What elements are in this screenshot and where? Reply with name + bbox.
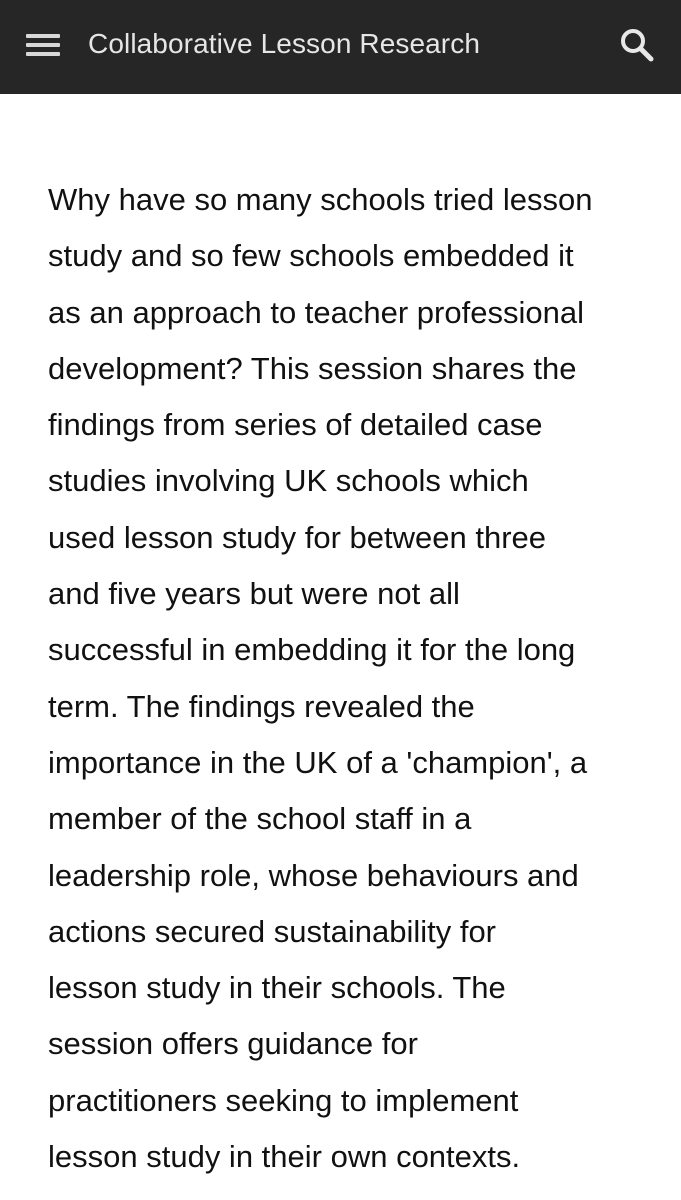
hamburger-menu-icon[interactable] [26, 32, 62, 58]
search-icon[interactable] [616, 24, 658, 66]
menu-line [26, 34, 60, 38]
menu-line [26, 52, 60, 56]
menu-line [26, 43, 60, 47]
site-title[interactable]: Collaborative Lesson Research [88, 28, 481, 59]
main-content [48, 172, 648, 1185]
top-app-bar [0, 0, 681, 94]
session-description: Why have so many schools tried lesson study and so few schools embedded it as an approach to teacher professional development? This session shares the findings from series of detailed case studies involving UK schools which used lesson study for between three and five years but were not all successful in embedding it for the long term. The findings revealed the importance in the UK of a 'champion', a member of the school staff in a leadership role, whose behaviours and actions secured sustainability for lesson study in their schools. The session offers guidance for practitioners seeking to implement lesson study in their own contexts. [48, 182, 593, 1175]
